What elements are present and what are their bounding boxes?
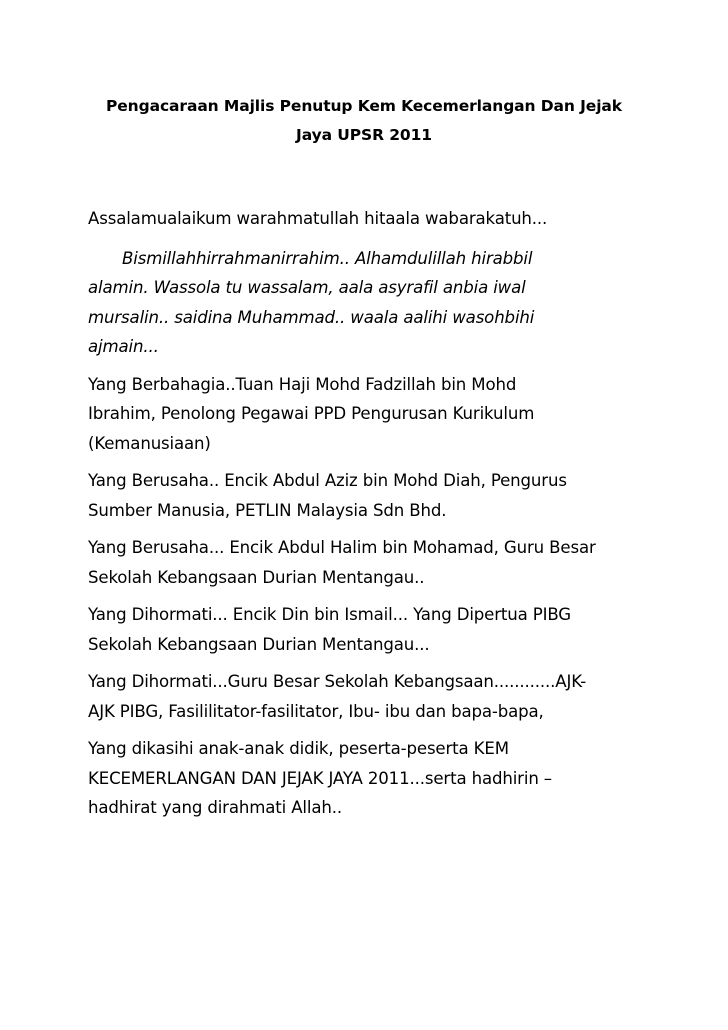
greeting-paragraph-4 bbox=[88, 600, 648, 659]
salam-line: Assalamualaikum warahmatullah hitaala wabarakatuh... bbox=[88, 209, 548, 228]
greeting-line: Yang Berusaha... Encik Abdul Halim bin Mohamad, Guru Besar bbox=[88, 538, 596, 557]
greeting-paragraph-2 bbox=[88, 466, 648, 525]
greeting-line: Yang Berbahagia..Tuan Haji Mohd Fadzillah bin Mohd bbox=[88, 374, 517, 394]
greeting-paragraph-5 bbox=[88, 667, 648, 726]
greeting-line: Yang Dihormati...Guru Besar Sekolah Kebangsaan............AJK- bbox=[88, 672, 587, 691]
greeting-line: (Kemanusiaan) bbox=[88, 433, 211, 453]
title-line-2: Jaya UPSR 2011 bbox=[296, 126, 432, 144]
title-line-1: Pengacaraan Majlis Penutup Kem Kecemerlangan Dan Jejak bbox=[106, 97, 622, 115]
greeting-line: Sekolah Kebangsaan Durian Mentangau... bbox=[88, 634, 430, 654]
greeting-line: Yang Dihormati... Encik Din bin Ismail... Yang Dipertua PIBG bbox=[88, 605, 572, 624]
greeting-paragraph-3 bbox=[88, 533, 648, 592]
greeting-line: Ibrahim, Penolong Pegawai PPD Pengurusan Kurikulum bbox=[88, 404, 535, 423]
document-title bbox=[88, 92, 640, 150]
greeting-paragraph-6 bbox=[88, 734, 648, 823]
greeting-line: hadhirat yang dirahmati Allah.. bbox=[88, 798, 342, 817]
greeting-line: KECEMERLANGAN DAN JEJAK JAYA 2011...serta hadhirin – bbox=[88, 768, 552, 788]
salam-paragraph bbox=[88, 204, 648, 234]
doa-line-4: ajmain... bbox=[88, 337, 159, 356]
greeting-line: AJK PIBG, Fasililitator-fasilitator, Ibu- ibu dan bapa-bapa, bbox=[88, 701, 544, 721]
greeting-line: Sekolah Kebangsaan Durian Mentangau.. bbox=[88, 567, 425, 587]
greeting-line: Sumber Manusia, PETLIN Malaysia Sdn Bhd. bbox=[88, 500, 447, 520]
greeting-line: Yang Berusaha.. Encik Abdul Aziz bin Mohd Diah, Pengurus bbox=[88, 471, 567, 490]
document-body bbox=[88, 204, 648, 831]
doa-line-1: Bismillahhirrahmanirrahim.. Alhamdulillah hirabbil bbox=[122, 248, 533, 268]
greeting-paragraph-1 bbox=[88, 370, 648, 459]
doa-paragraph bbox=[88, 244, 648, 362]
doa-line-3: mursalin.. saidina Muhammad.. waala aalihi wasohbihi bbox=[88, 307, 535, 327]
doa-line-2: alamin. Wassola tu wassalam, aala asyrafil anbia iwal bbox=[88, 278, 526, 297]
greeting-line: Yang dikasihi anak-anak didik, peserta-peserta KEM bbox=[88, 739, 509, 758]
